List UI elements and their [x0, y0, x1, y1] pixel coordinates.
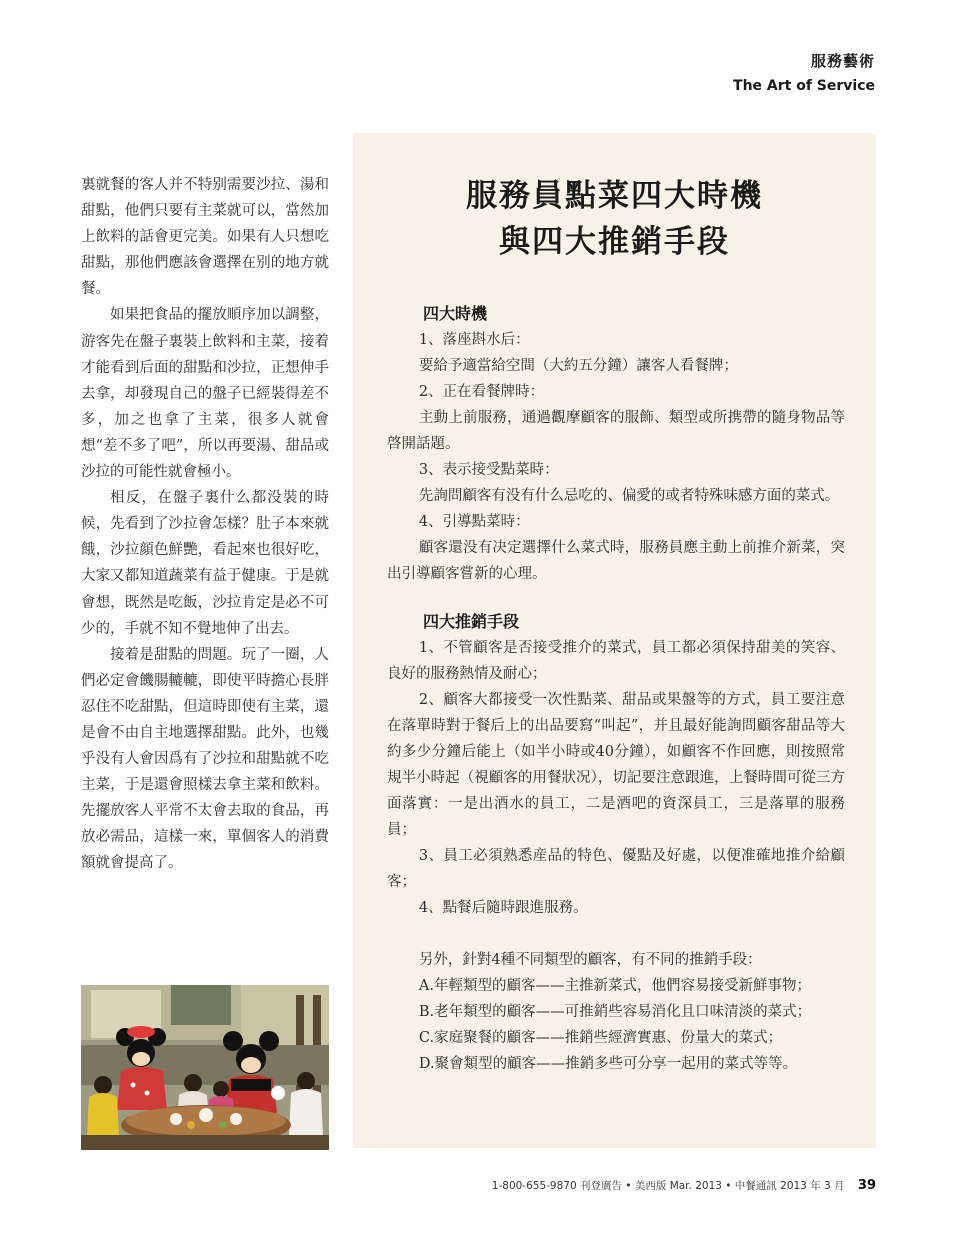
- sidebar-body: [387, 301, 845, 1077]
- customer-type-item: A.年輕類型的顧客——主推新菜式，他們容易接受新鮮事物；: [418, 978, 811, 994]
- article-paragraph: 裏就餐的客人并不特别需要沙拉、湯和甜點，他們只要有主菜就可以，當然加上飲料的話會更完美。如果有人只想吃甜點，那他們應該會選擇在别的地方就餐。: [81, 177, 329, 298]
- timing-item-label: 1、落座斟水后：: [418, 332, 530, 348]
- footer-text: 1-800-655-9870 刊登廣告 • 美西版 Mar. 2013 • 中餐通訊 2013 年 3 月: [491, 1180, 845, 1192]
- timing-item-text: 要給予適當給空間（大約五分鐘）讓客人看餐牌；: [418, 358, 738, 374]
- sidebar-title-line-1: 服務員點菜四大時機: [466, 178, 763, 214]
- photo-illustration: [81, 985, 329, 1150]
- sales-item: 4、點餐后隨時跟進服務。: [418, 900, 588, 916]
- customer-type-item: C.家庭聚餐的顧客——推銷些經濟實惠、份量大的菜式；: [418, 1030, 783, 1046]
- timing-item-text: 主動上前服務，通過觀摩顧客的服飾、類型或所携帶的隨身物品等啓開話題。: [387, 410, 845, 452]
- section-heading-sales: 四大推銷手段: [423, 612, 520, 631]
- section-title-en: The Art of Service: [733, 78, 875, 94]
- timing-item-label: 3、表示接受點菜時：: [418, 462, 559, 478]
- page-footer: [492, 1178, 876, 1193]
- customer-types-intro: 另外，針對4種不同類型的顧客，有不同的推銷手段：: [418, 952, 762, 968]
- mickey-minnie-dining-photo: [81, 985, 329, 1150]
- sales-item: 1、不管顧客是否接受推介的菜式，員工都必須保持甜美的笑容、良好的服務熱情及耐心；: [387, 640, 845, 682]
- sales-item: 2、顧客大都接受一次性點菜、甜品或果盤等的方式，員工要注意在落單時對于餐后上的出品要寫“叫起”，并且最好能詢問顧客甜品等大約多少分鐘后能上（如半小時或40分鐘），如顧客不作回應，則按照常規半小時起（視顧客的用餐狀况），切記要注意跟進，上餐時間可從三方面落實：一是出酒水的員工，二是酒吧的資深員工，三是落單的服務員；: [387, 692, 845, 838]
- sidebar-box: [353, 133, 876, 1148]
- section-header: [733, 50, 875, 97]
- page-number: 39: [857, 1178, 876, 1193]
- sidebar-title: [353, 173, 876, 265]
- article-paragraph: 接着是甜點的問題。玩了一圈，人們必定會饑腸轆轆，即使平時擔心長胖忍住不吃甜點，但這時即使有主菜，還是會不由自主地選擇甜點。此外，也幾乎没有人會因爲有了沙拉和甜點就不吃主菜，于是還會照樣去拿主菜和飲料。先擺放客人平常不太會去取的食品，再放必需品，這樣一來，單個客人的消費額就會提高了。: [81, 646, 329, 872]
- article-left-column: [81, 172, 329, 877]
- customer-type-item: D.聚會類型的顧客——推銷多些可分享一起用的菜式等等。: [418, 1056, 798, 1072]
- timing-item-label: 4、引導點菜時：: [418, 514, 530, 530]
- sidebar-title-line-2: 與四大推銷手段: [499, 224, 730, 260]
- timing-item-label: 2、正在看餐牌時：: [418, 384, 545, 400]
- timing-item-text: 顧客還没有决定選擇什么菜式時，服務員應主動上前推介新菜，突出引導顧客嘗新的心理。: [387, 540, 845, 582]
- article-paragraph: 如果把食品的擺放順序加以調整，游客先在盤子裏裝上飲料和主菜，接着才能看到后面的甜點和沙拉，正想伸手去拿，却發現自己的盤子已經裝得差不多，加之也拿了主菜，很多人就會想“差不多了吧”，所以再要湯、甜品或沙拉的可能性就會極小。: [81, 307, 329, 481]
- customer-type-item: B.老年類型的顧客——可推銷些容易消化且口味清淡的菜式；: [418, 1004, 812, 1020]
- article-paragraph: 相反，在盤子裏什么都没裝的時候，先看到了沙拉會怎樣？肚子本來就餓，沙拉顔色鮮艷，看起來也很好吃，大家又都知道蔬菜有益于健康。于是就會想，既然是吃飯，沙拉肯定是必不可少的，手就不知不覺地伸了出去。: [81, 490, 329, 637]
- section-title-zh: 服務藝術: [810, 52, 875, 70]
- section-heading-timing: 四大時機: [423, 304, 488, 323]
- timing-item-text: 先詢問顧客有没有什么忌吃的、偏愛的或者特殊味感方面的菜式。: [418, 488, 840, 504]
- sales-item: 3、員工必須熟悉産品的特色、優點及好處，以便准確地推介給顧客；: [387, 848, 845, 890]
